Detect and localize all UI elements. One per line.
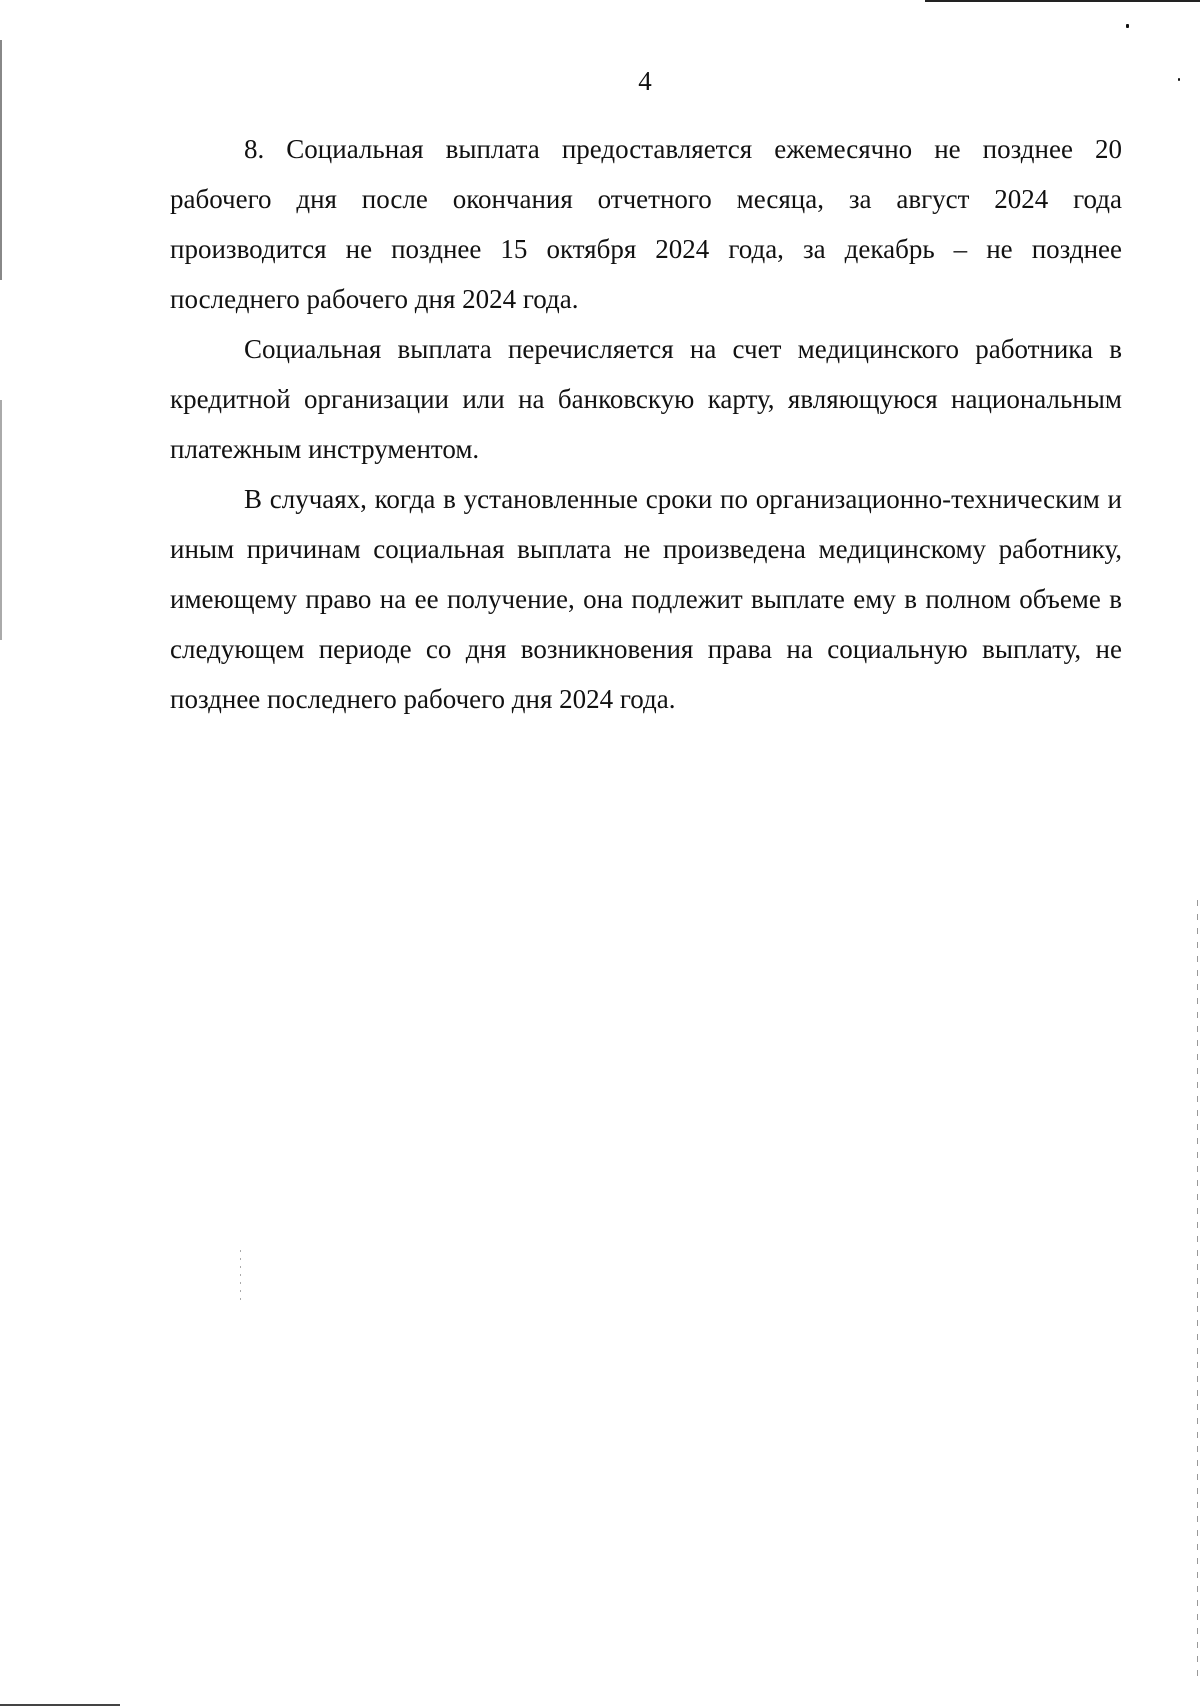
document-body	[170, 124, 1122, 724]
scan-edge-top	[925, 0, 1200, 2]
paragraph-payment-schedule: 8. Социальная выплата предоставляется ежемесячно не позднее 20 рабочего дня после окончания отчетного месяца, за август 2024 года производится не позднее 15 октября 2024 года, за декабрь – не позднее последнего рабочего дня 2024 года.	[170, 134, 1122, 314]
paragraph-delayed-payment: В случаях, когда в установленные сроки по организационно-техническим и иным причинам социальная выплата не произведена медицинскому работнику, имеющему право на ее получение, она подлежит выплате ему в полном объеме в следующем периоде со дня возникновения права на социальную выплату, не позднее последнего рабочего дня 2024 года.	[170, 484, 1122, 714]
scan-dots	[240, 1250, 241, 1306]
scan-edge-left	[0, 40, 2, 640]
scan-edge-bottom	[0, 1704, 120, 1706]
page-number: 4	[638, 66, 652, 96]
scan-edge-right	[1197, 900, 1198, 1680]
scan-speck	[1126, 24, 1129, 28]
paragraph-payment-transfer: Социальная выплата перечисляется на счет медицинского работника в кредитной организации или на банковскую карту, являющуюся национальным платежным инструментом.	[170, 334, 1122, 464]
